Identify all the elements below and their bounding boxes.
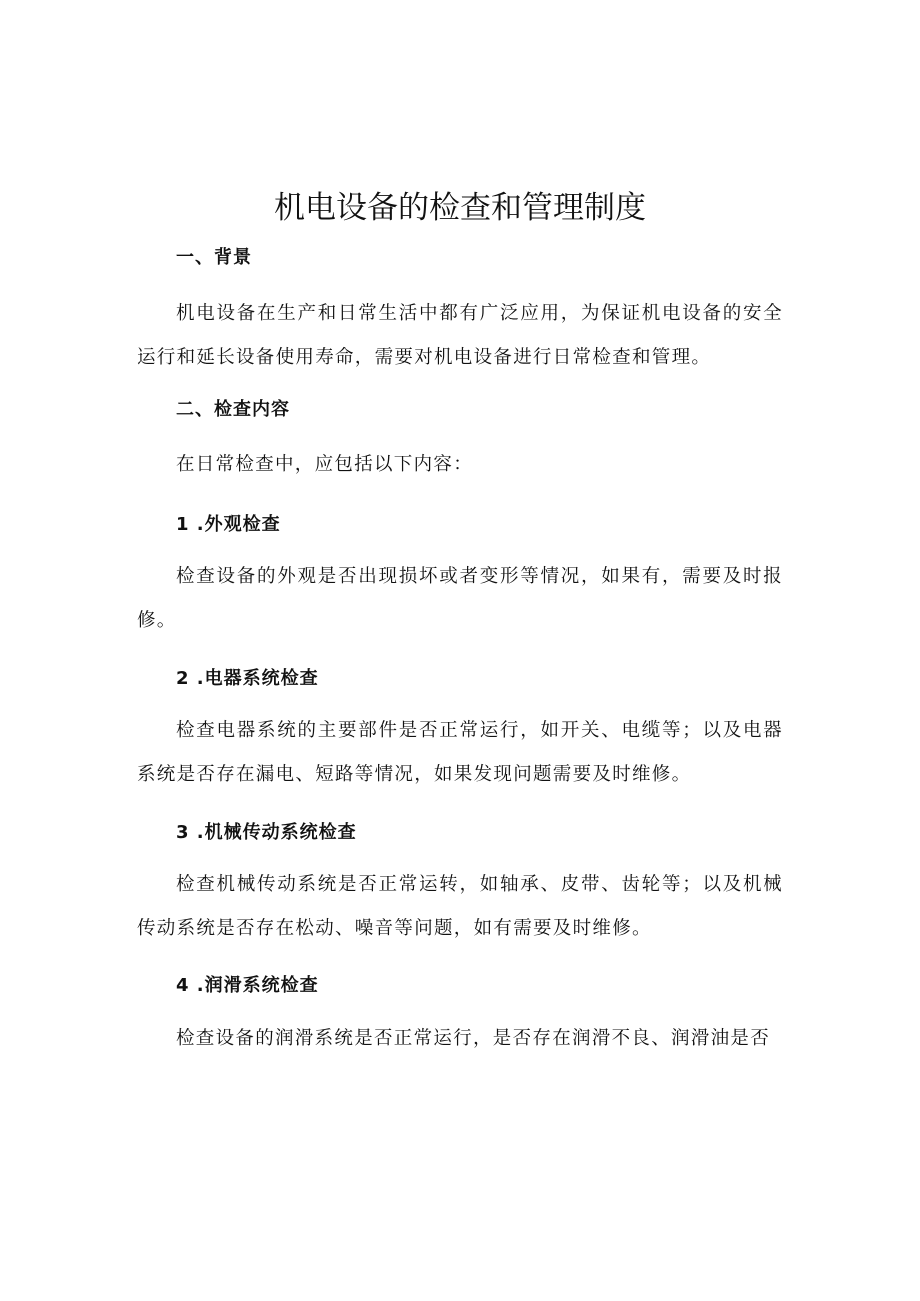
item-label-lubrication: 4 .润滑系统检查: [176, 975, 319, 996]
item-text-mechanical: 检查机械传动系统是否正常运转，如轴承、皮带、齿轮等；以及机械传动系统是否存在松动、噪音等问题，如有需要及时维修。: [137, 874, 783, 939]
item-text-electrical: 检查电器系统的主要部件是否正常运行，如开关、电缆等；以及电器系统是否存在漏电、短路等情况，如果发现问题需要及时维修。: [137, 720, 783, 785]
item-text-lubrication: 检查设备的润滑系统是否正常运行，是否存在润滑不良、润滑油是否: [176, 1028, 771, 1049]
item-label-electrical: 2 .电器系统检查: [176, 668, 319, 689]
document-title: 机电设备的检查和管理制度: [274, 190, 646, 226]
inspection-intro-paragraph: 在日常检查中，应包括以下内容：: [176, 454, 474, 475]
section-heading-inspection-content: 二、检查内容: [176, 399, 290, 420]
item-label-appearance: 1 .外观检查: [176, 514, 281, 535]
item-label-mechanical: 3 .机械传动系统检查: [176, 822, 357, 843]
item-text-appearance: 检查设备的外观是否出现损坏或者变形等情况，如果有，需要及时报修。: [137, 566, 783, 631]
background-paragraph: 机电设备在生产和日常生活中都有广泛应用，为保证机电设备的安全运行和延长设备使用寿命，需要对机电设备进行日常检查和管理。: [137, 303, 783, 368]
section-heading-background: 一、背景: [176, 247, 252, 268]
